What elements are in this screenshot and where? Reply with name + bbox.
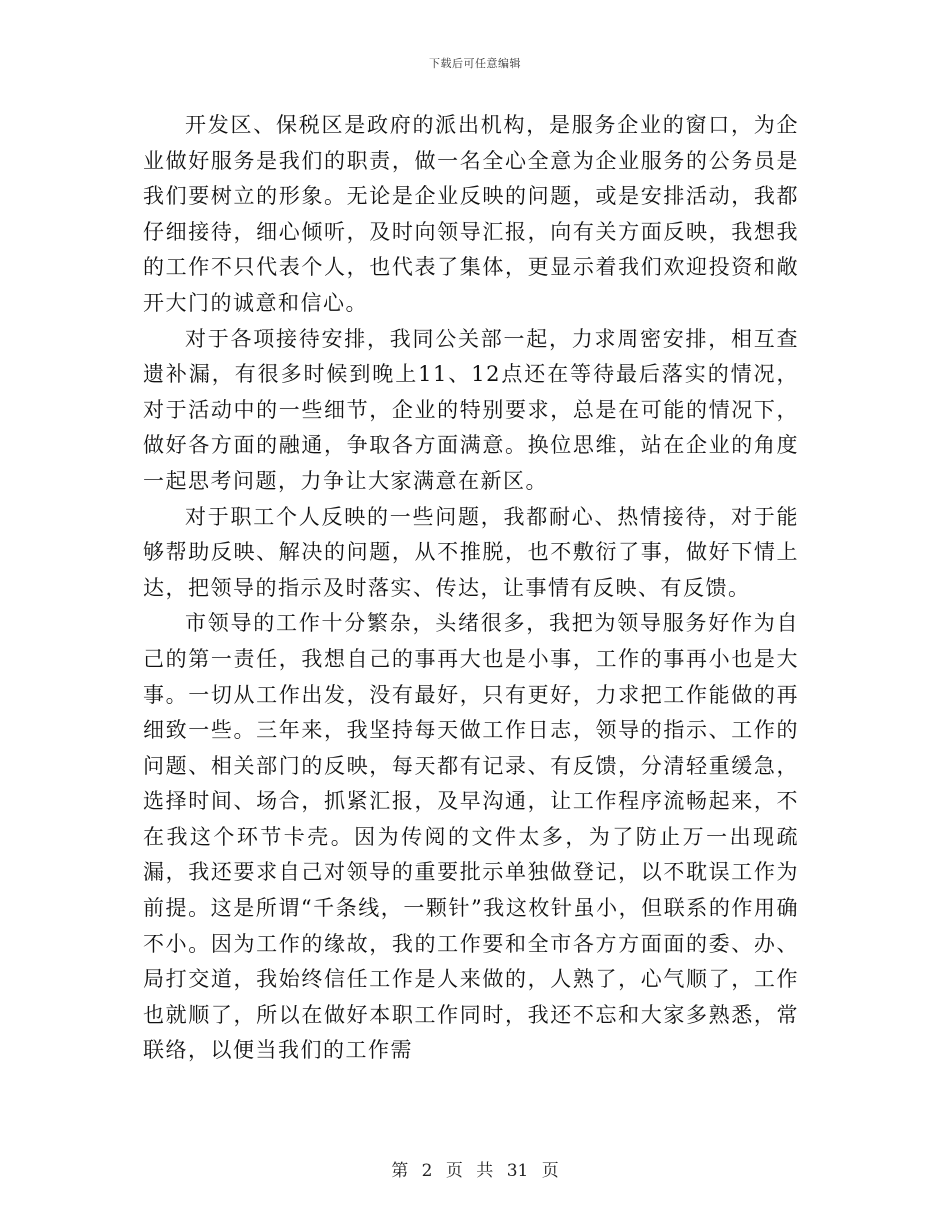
footer-page-prefix: 第 [391, 1161, 409, 1181]
paragraph-1: 开发区、保税区是政府的派出机构，是服务企业的窗口，为企业做好服务是我们的职责，做一名全心全意为企业服务的公务员是我们要树立的形象。无论是企业反映的问题，或是安排活动，我都仔细接待，细心倾听，及时向领导汇报，向有关方面反映，我想我的工作不只代表个人，也代表了集体，更显示着我们欢迎投资和敞开大门的诚意和信心。 [143, 113, 799, 315]
footer-total-prefix: 共 [476, 1161, 494, 1181]
paragraph-2: 对于各项接待安排，我同公关部一起，力求周密安排，相互查遗补漏，有很多时候到晚上11、12点还在等待最后落实的情况，对于活动中的一些细节，企业的特别要求，总是在可能的情况下，做好各方面的融通，争取各方面满意。换位思维，站在企业的角度一起思考问题，力争让大家满意在新区。 [143, 326, 799, 493]
footer-current-page: 2 [421, 1161, 433, 1181]
paragraph-3: 对于职工个人反映的一些问题，我都耐心、热情接待，对于能够帮助反映、解决的问题，从不推脱，也不敷衍了事，做好下情上达，把领导的指示及时落实、传达，让事情有反映、有反馈。 [143, 504, 799, 600]
page-header: 下载后可任意编辑 [429, 57, 521, 70]
footer-page-label: 页 [445, 1161, 463, 1181]
document-body [143, 108, 799, 1069]
page-number-footer [0, 1156, 950, 1181]
footer-total-pages: 31 [506, 1161, 529, 1181]
footer-total-suffix: 页 [541, 1161, 559, 1181]
paragraph-4: 市领导的工作十分繁杂，头绪很多，我把为领导服务好作为自己的第一责任，我想自己的事再大也是小事，工作的事再小也是大事。一切从工作出发，没有最好，只有更好，力求把工作能做的再细致一些。三年来，我坚持每天做工作日志，领导的指示、工作的问题、相关部门的反映，每天都有记录、有反馈，分清轻重缓急，选择时间、场合，抓紧汇报，及早沟通，让工作程序流畅起来，不在我这个环节卡壳。因为传阅的文件太多，为了防止万一出现疏漏，我还要求自己对领导的重要批示单独做登记，以不耽误工作为前提。这是所谓“千条线，一颗针”我这枚针虽小，但联系的作用确不小。因为工作的缘故，我的工作要和全市各方方面面的委、办、局打交道，我始终信任工作是人来做的，人熟了，心气顺了，工作也就顺了，所以在做好本职工作同时，我还不忘和大家多熟悉，常联络，以便当我们的工作需 [143, 611, 799, 1063]
